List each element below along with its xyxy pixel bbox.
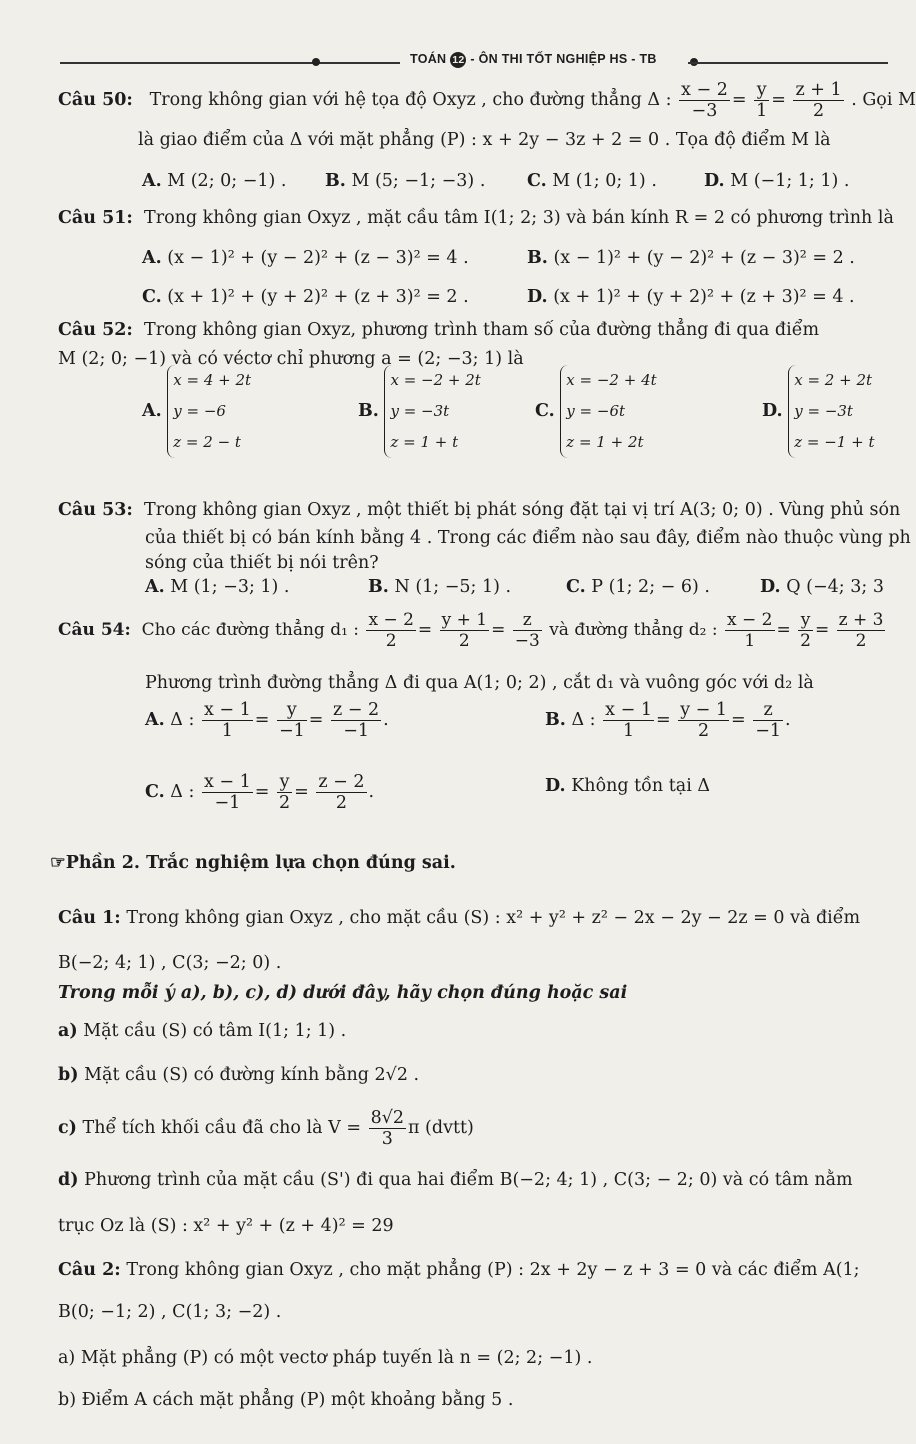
q53-option-d: D. Q (−4; 3; 3 xyxy=(760,577,884,597)
q51-option-a: A. (x − 1)² + (y − 2)² + (z − 3)² = 4 . xyxy=(142,248,469,268)
q54-line2: Phương trình đường thẳng Δ đi qua A(1; 0; 2) , cắt d₁ và vuông góc với d₂ là xyxy=(145,673,814,693)
header-rule-right xyxy=(688,62,888,64)
q50-option-c: C. M (1; 0; 1) . xyxy=(527,171,657,191)
c1-line2: B(−2; 4; 1) , C(3; −2; 0) . xyxy=(58,953,282,973)
q50-line2: là giao điểm của Δ với mặt phẳng (P) : x + 2y − 3z + 2 = 0 . Tọa độ điểm M là xyxy=(138,130,831,150)
q50-stem: Câu 50: Trong không gian với hệ tọa độ Oxyz , cho đường thẳng Δ : $\frac{x - 2}{-3}$ = $\frac{y}{1}$ = $\frac{z + 1}{2}$ . Gọi M xyxy=(58,80,916,121)
c2-item-b: b) Điểm A cách mặt phẳng (P) một khoảng bằng 5 . xyxy=(58,1390,514,1410)
c1-item-b: b) Mặt cầu (S) có đường kính bằng 2√2 . xyxy=(58,1065,420,1085)
q54-option-a: A. Δ : $\frac{x - 1}{1}$ = $\frac{y}{-1}$ = $\frac{z - 2}{-1}$ . xyxy=(145,700,389,741)
q54-option-c: C. Δ : $\frac{x - 1}{-1}$ = $\frac{y}{2}$ = $\frac{z - 2}{2}$ . xyxy=(145,772,375,813)
q54-option-d: D. Không tồn tại Δ xyxy=(545,776,710,796)
q52-stem: Câu 52: Trong không gian Oxyz, phương trình tham số của đường thẳng đi qua điểm xyxy=(58,320,820,340)
q52-option-a: A. x = 4 + 2t y = −6 z = 2 − t xyxy=(142,365,251,458)
q53-stem: Câu 53: Trong không gian Oxyz , một thiết bị phát sóng đặt tại vị trí A(3; 0; 0) . Vùng phủ són xyxy=(58,500,901,520)
q53-option-b: B. N (1; −5; 1) . xyxy=(368,577,512,597)
q51-option-d: D. (x + 1)² + (y + 2)² + (z + 3)² = 4 . xyxy=(527,287,855,307)
header-rule-left xyxy=(60,62,400,64)
q53-line2: của thiết bị có bán kính bằng 4 . Trong các điểm nào sau đây, điểm nào thuộc vùng ph xyxy=(145,528,911,548)
c2-stem: Câu 2: Trong không gian Oxyz , cho mặt phẳng (P) : 2x + 2y − z + 3 = 0 và các điểm A(1; xyxy=(58,1260,860,1280)
chapter-badge: 12 xyxy=(452,54,465,66)
q52-option-b: B. x = −2 + 2t y = −3t z = 1 + t xyxy=(358,365,481,458)
q51-option-b: B. (x − 1)² + (y − 2)² + (z − 3)² = 2 . xyxy=(527,248,855,268)
c1-stem: Câu 1: Trong không gian Oxyz , cho mặt cầu (S) : x² + y² + z² − 2x − 2y − 2z = 0 và điểm xyxy=(58,908,861,928)
c1-item-d: d) Phương trình của mặt cầu (S') đi qua hai điểm B(−2; 4; 1) , C(3; − 2; 0) và có tâm nằm xyxy=(58,1170,853,1190)
q53-option-a: A. M (1; −3; 1) . xyxy=(145,577,290,597)
header-title: TOÁN 12 - ÔN THI TỐT NGHIỆP HS - TB xyxy=(410,52,657,66)
page-header xyxy=(0,52,890,72)
q51-option-c: C. (x + 1)² + (y + 2)² + (z + 3)² = 2 . xyxy=(142,287,469,307)
q54-stem: Câu 54: Cho các đường thẳng d₁ : $\frac{x - 2}{2}$ = $\frac{y + 1}{2}$ = $\frac{z}{-3}$ và đường thẳng d₂ : $\frac{x - 2}{1}$ = $\frac{y}{2}$ = $\frac{z + 3}{2}$ xyxy=(58,610,884,651)
q50-option-b: B. M (5; −1; −3) . xyxy=(325,171,486,191)
c1-item-c: c) Thể tích khối cầu đã cho là V = $\frac{8√2}{3}$ π (dvtt) xyxy=(58,1108,474,1149)
q54-option-b: B. Δ : $\frac{x - 1}{1}$ = $\frac{y - 1}{2}$ = $\frac{z}{-1}$ . xyxy=(545,700,791,741)
c2-line2: B(0; −1; 2) , C(1; 3; −2) . xyxy=(58,1302,282,1322)
q52-option-c: C. x = −2 + 4t y = −6t z = 1 + 2t xyxy=(535,365,657,458)
q53-line3: sóng của thiết bị nói trên? xyxy=(145,553,379,573)
q50-option-d: D. M (−1; 1; 1) . xyxy=(704,171,850,191)
q52-option-d: D. x = 2 + 2t y = −3t z = −1 + t xyxy=(762,365,875,458)
c2-item-a: a) Mặt phẳng (P) có một vectơ pháp tuyến là n = (2; 2; −1) . xyxy=(58,1348,593,1368)
c1-item-d-line2: trục Oz là (S) : x² + y² + (z + 4)² = 29 xyxy=(58,1216,394,1236)
header-dot-icon xyxy=(312,58,320,66)
c1-instruction: Trong mỗi ý a), b), c), d) dưới đây, hãy chọn đúng hoặc sai xyxy=(58,983,628,1003)
q50-option-a: A. M (2; 0; −1) . xyxy=(142,171,287,191)
q53-option-c: C. P (1; 2; − 6) . xyxy=(566,577,710,597)
q52-line2: M (2; 0; −1) và có véctơ chỉ phương a = (2; −3; 1) là xyxy=(58,349,524,369)
part2-title: ☞Phần 2. Trắc nghiệm lựa chọn đúng sai. xyxy=(50,853,456,873)
c1-item-a: a) Mặt cầu (S) có tâm I(1; 1; 1) . xyxy=(58,1021,347,1041)
q51-stem: Câu 51: Trong không gian Oxyz , mặt cầu tâm I(1; 2; 3) và bán kính R = 2 có phương trình là xyxy=(58,208,894,228)
